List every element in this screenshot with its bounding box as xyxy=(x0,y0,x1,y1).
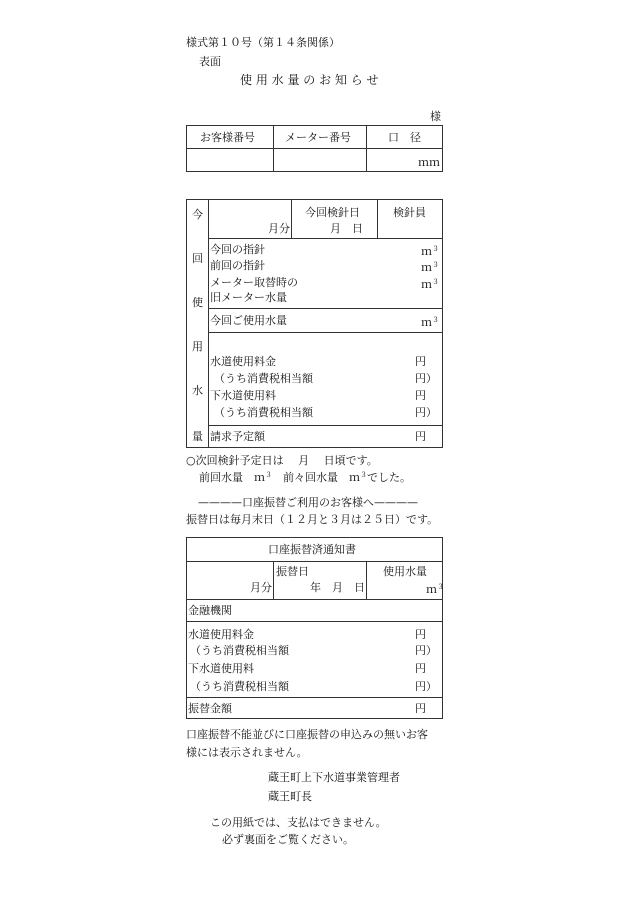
usage-this-time-label: 今回ご使用水量 xyxy=(210,314,287,327)
current-reading-label: 今回の指針 xyxy=(210,243,265,256)
yen-unit: 円） xyxy=(415,372,437,385)
unit-m3: ｍ$^3$ xyxy=(421,316,439,329)
tax-label: （うち消費税相当額 xyxy=(214,406,313,419)
month-label: 月分 xyxy=(268,222,290,235)
transfer-amount-label: 振替金額 xyxy=(188,702,232,715)
honorific: 様 xyxy=(430,110,441,123)
transfer-notice-title: 口座振替済通知書 xyxy=(268,543,356,556)
side-label-char: 回 xyxy=(192,252,203,265)
side-label-char: 使 xyxy=(192,296,203,309)
next-reading-note: ○次回検針予定日は 月 日頃です。 xyxy=(186,454,378,467)
unit-m3: ｍ$^3$ xyxy=(421,261,439,274)
yen-unit: 円） xyxy=(415,644,437,657)
yen-unit: 円） xyxy=(415,680,437,693)
side-label-char: 用 xyxy=(192,340,203,353)
meter-number-header: メーター番号 xyxy=(285,131,351,144)
tax-label: （うち消費税相当額 xyxy=(214,372,313,385)
prev-usage-note: 前回水量 ｍ$^3$ 前々回水量 ｍ$^3$でした。 xyxy=(199,471,411,484)
water-fee-label: 水道使用料金 xyxy=(210,355,276,368)
billing-amount-label: 請求予定額 xyxy=(210,430,265,443)
unit-m3: ｍ$^3$ xyxy=(426,583,444,596)
usage-label: 使用水量 xyxy=(383,565,427,578)
side-label: 表面 xyxy=(199,55,221,68)
notice-line-1: 口座振替不能並びに口座振替の申込みの無いお客 xyxy=(186,728,428,741)
tax-label: （うち消費税相当額 xyxy=(190,680,289,693)
yen-unit: 円 xyxy=(415,430,426,443)
old-meter-label: 旧メーター水量 xyxy=(210,291,287,304)
month-label: 月分 xyxy=(250,581,272,594)
reading-date-md: 月 日 xyxy=(330,222,363,235)
water-fee-label: 水道使用料金 xyxy=(188,628,254,641)
mayor-signature: 蔵王町長 xyxy=(268,790,312,803)
back-note: 必ず裏面をご覧ください。 xyxy=(222,833,354,846)
inspector-label: 検針員 xyxy=(393,206,426,219)
yen-unit: 円 xyxy=(415,355,426,368)
transfer-date-label: 振替日 xyxy=(276,565,309,578)
side-label-char: 水 xyxy=(192,384,203,397)
transfer-date-ymd: 年 月 日 xyxy=(310,581,365,594)
previous-reading-label: 前回の指針 xyxy=(210,259,265,272)
transfer-heading: ————口座振替ご利用のお客様へ———— xyxy=(198,496,418,509)
side-label-char: 量 xyxy=(192,430,203,443)
manager-signature: 蔵王町上下水道事業管理者 xyxy=(268,771,400,784)
customer-number-header: お客様番号 xyxy=(200,131,255,144)
sewer-fee-label: 下水道使用料 xyxy=(188,662,254,675)
sewer-fee-label: 下水道使用料 xyxy=(210,389,276,402)
side-label-char: 今 xyxy=(192,208,203,221)
transfer-day-note: 振替日は毎月末日（１２月と３月は２５日）です。 xyxy=(186,513,439,526)
unit-m3: ｍ$^3$ xyxy=(421,245,439,258)
diameter-header: 口 径 xyxy=(388,131,421,144)
payment-note: この用紙では、支払はできません。 xyxy=(210,816,387,829)
yen-unit: 円 xyxy=(415,702,426,715)
form-number: 様式第１０号（第１４条関係） xyxy=(186,36,340,49)
yen-unit: 円 xyxy=(415,389,426,402)
reading-date-label: 今回検針日 xyxy=(305,206,360,219)
bank-label: 金融機関 xyxy=(188,604,232,617)
unit-mm: ｍｍ xyxy=(418,156,440,169)
yen-unit: 円 xyxy=(415,628,426,641)
unit-m3: ｍ$^3$ xyxy=(421,278,439,291)
tax-label: （うち消費税相当額 xyxy=(190,644,289,657)
page-title: 使 用 水 量 の お 知 ら せ xyxy=(240,73,379,87)
yen-unit: 円 xyxy=(415,662,426,675)
yen-unit: 円） xyxy=(415,406,437,419)
notice-line-2: 様には表示されません。 xyxy=(186,746,308,759)
meter-change-label: メーター取替時の xyxy=(210,276,298,289)
